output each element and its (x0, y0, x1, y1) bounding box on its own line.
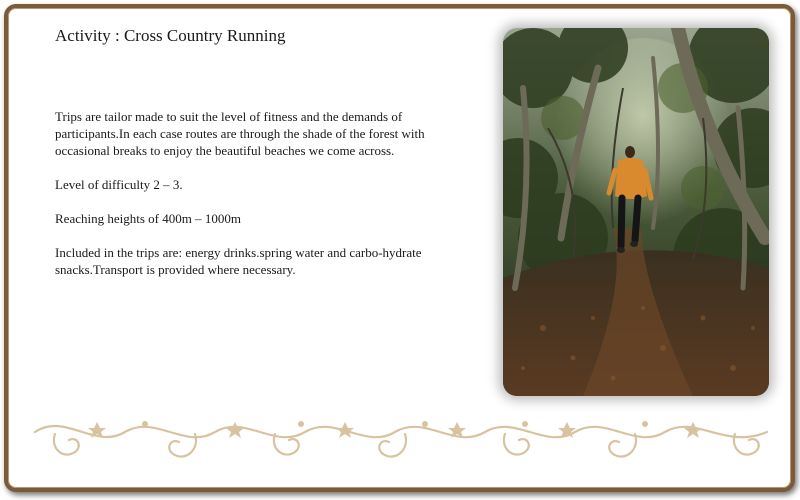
heights-text: Reaching heights of 400m – 1000m (55, 211, 241, 226)
difficulty-text: Level of difficulty 2 – 3. (55, 177, 183, 192)
activity-description (55, 108, 425, 295)
decorative-scroll-border (25, 410, 777, 466)
page-title: Activity : Cross Country Running (55, 26, 286, 45)
included-text: Included in the trips are: energy drinks.spring water and carbo-hydrate snacks.Transport is provided where necessary. (55, 245, 422, 277)
runner-forest-photo (503, 28, 769, 396)
description-paragraph: Trips are tailor made to suit the level of fitness and the demands of participants.In each case routes are through the shade of the forest with occasional breaks to enjoy the beautiful beaches we come across. (55, 109, 425, 158)
